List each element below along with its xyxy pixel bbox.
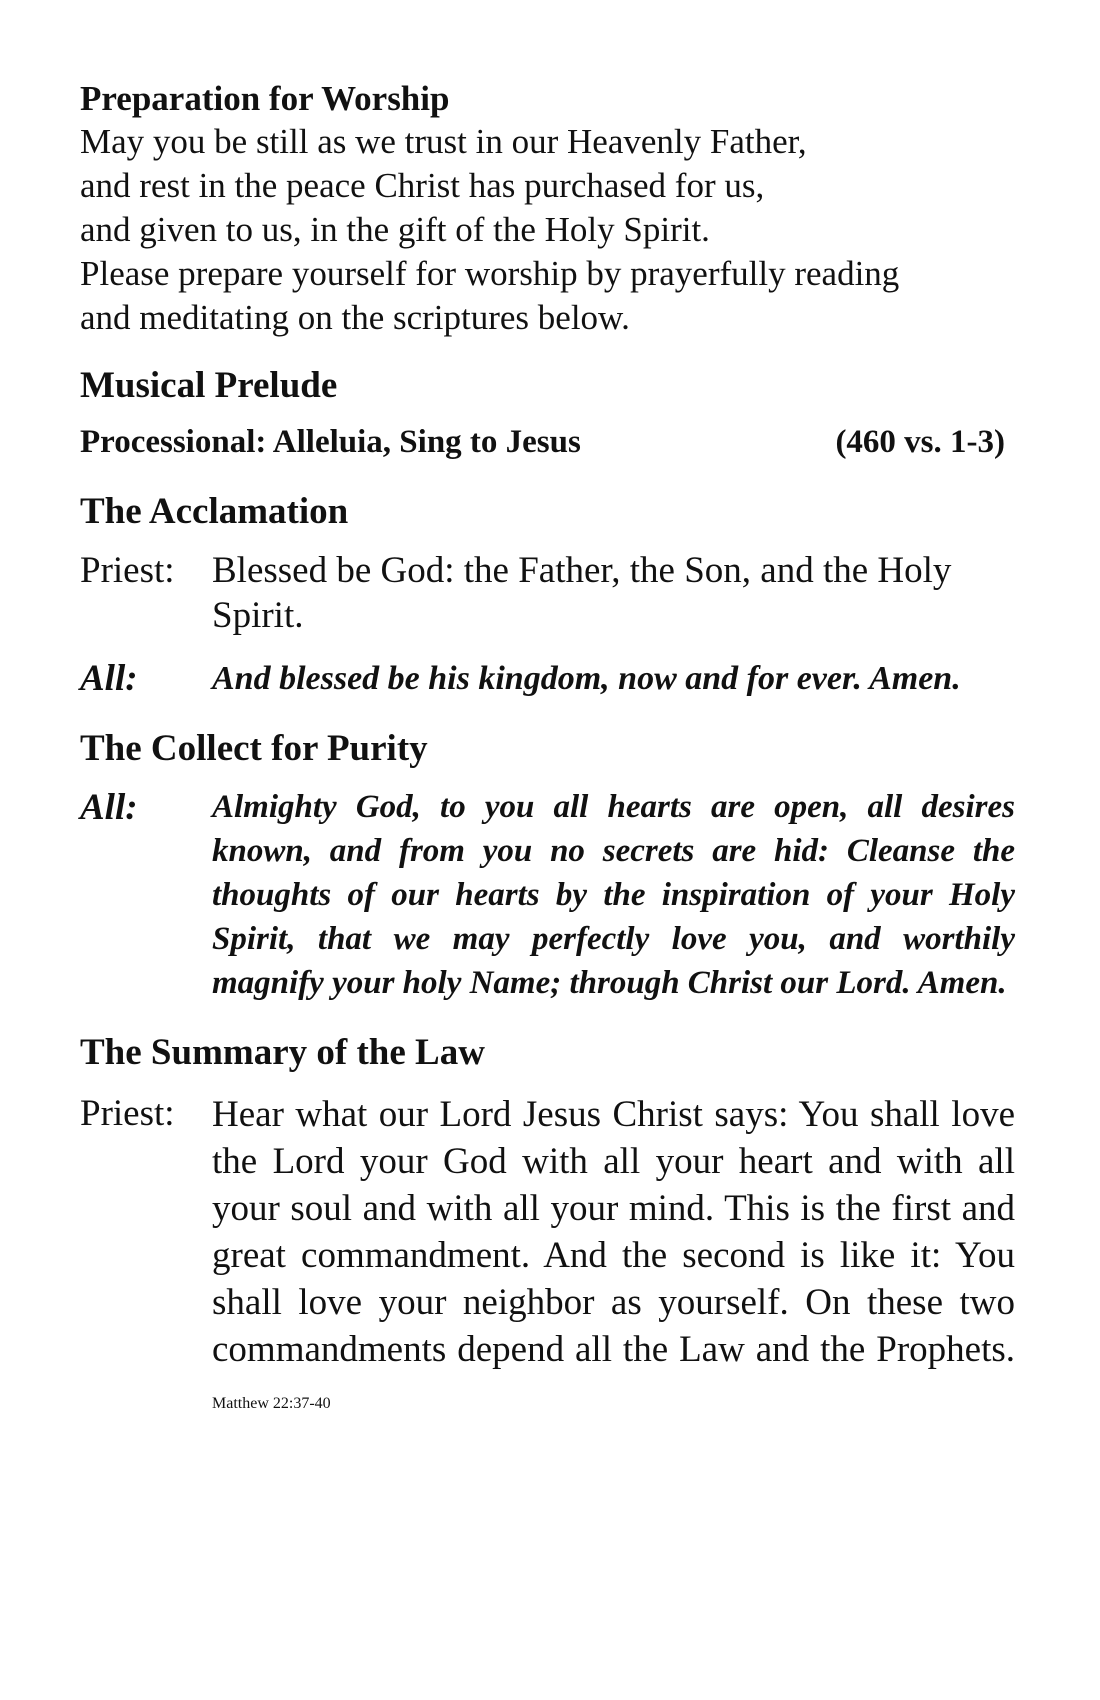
collect-heading: The Collect for Purity xyxy=(80,728,428,769)
summary-body: Hear what our Lord Jesus Christ says: You shall love the Lord your God with all your heart and with all your soul and with all your mind. This is the first and great commandment. And the second is like it: You shall love your neighbor as yourself. On these two commandments depend all the Law and the Prophets. xyxy=(212,1094,1015,1370)
preparation-line: and meditating on the scriptures below. xyxy=(80,298,630,337)
prelude-heading: Musical Prelude xyxy=(80,365,338,406)
summary-priest-line xyxy=(80,1091,1015,1427)
summary-text xyxy=(212,1091,1015,1427)
preparation-line: and rest in the peace Christ has purchased for us, xyxy=(80,166,765,205)
speaker-label: Priest: xyxy=(80,1093,175,1134)
processional-reference: (460 vs. 1-3) xyxy=(835,424,1005,460)
acclamation-priest-line xyxy=(80,548,1015,638)
preparation-line: Please prepare yourself for worship by prayerfully reading xyxy=(80,254,900,293)
collect-people-line xyxy=(80,785,1015,1005)
bulletin-page xyxy=(80,78,1015,1427)
processional-row xyxy=(80,422,1005,462)
summary-heading: The Summary of the Law xyxy=(80,1032,485,1073)
preparation-line: and given to us, in the gift of the Holy Spirit. xyxy=(80,210,710,249)
scripture-citation: Matthew 22:37-40 xyxy=(212,1395,331,1412)
people-response: And blessed be his kingdom, now and for ever. Amen. xyxy=(212,660,961,697)
speaker-label: All: xyxy=(80,658,138,699)
acclamation-people-line xyxy=(80,656,1015,701)
preparation-section xyxy=(80,78,1015,340)
acclamation-heading: The Acclamation xyxy=(80,491,349,532)
priest-text: Blessed be God: the Father, the Son, and the Holy Spirit. xyxy=(212,550,952,636)
preparation-line: May you be still as we trust in our Heavenly Father, xyxy=(80,122,807,161)
collect-prayer: Almighty God, to you all hearts are open, all desires known, and from you no secrets are hid: Cleanse the thoughts of our hearts by the inspiration of your Holy Spirit, that we may perfectly love you, and worthily magnify your holy Name; through Christ our Lord. Amen. xyxy=(212,789,1015,1001)
preparation-text xyxy=(80,120,1015,340)
speaker-label: All: xyxy=(80,787,138,828)
preparation-heading: Preparation for Worship xyxy=(80,79,450,118)
speaker-label: Priest: xyxy=(80,550,175,591)
processional-title: Processional: Alleluia, Sing to Jesus xyxy=(80,424,581,460)
